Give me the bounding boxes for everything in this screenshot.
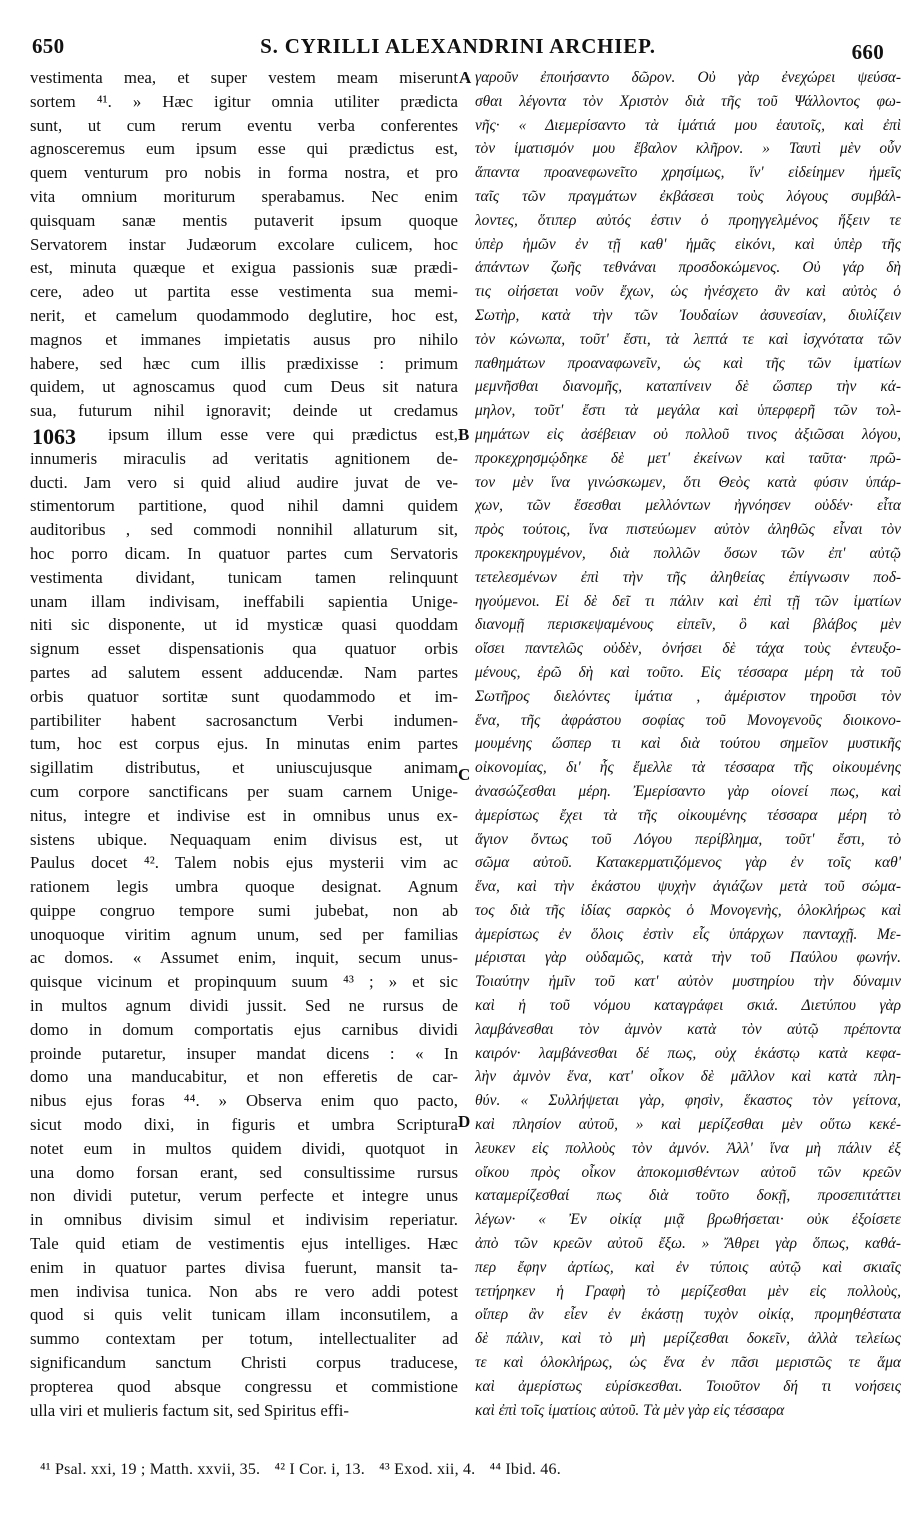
text-line: unoquoque viritim agnum unum, sed per familias xyxy=(30,924,458,944)
text-line: παθημάτων προαναφωνεῖν, ὡς καὶ τῆς τῶν ἱματίων xyxy=(475,354,901,372)
text-line: sunt, ut cum rerum eventu verba conferentes xyxy=(30,115,458,135)
text-line: quisque vicinum et propinquum suum ⁴³ ; » et sic xyxy=(30,972,458,992)
text-line: notet eum in multos quidem dividi, quotquot in xyxy=(30,1138,458,1158)
text-line: πρὸς τούτοις, ἵνα πιστεύωμεν αὐτὸν ἀληθῶς εἶναι τὸν xyxy=(475,521,901,539)
text-line: innumeris miraculis ad veritatis agnitionem de- xyxy=(30,448,458,468)
text-line: μεμνῆσθαι διανομῆς, καταπίνειν δὲ ὥσπερ τὴν κά- xyxy=(475,378,901,396)
column-number: 1063 xyxy=(32,424,76,449)
footnote: ⁴³ Exod. xii, 4. xyxy=(379,1461,476,1478)
margin-marker-a: A xyxy=(459,68,472,87)
text-line: καὶ πλησίον αὐτοῦ, » καὶ μερίζεσθαι μὲν οὕτω κεκέ- xyxy=(475,1116,901,1134)
text-line: ac domos. « Assumet enim, inquit, secum unus- xyxy=(30,948,458,968)
text-line: γαροῦν ἐποιήσαντο δῶρον. Οὐ γὰρ ἐνεχώρει ψεύσα- xyxy=(475,69,901,86)
text-line: habere, sed hæc cum illis prædixisse : primum xyxy=(30,353,458,373)
text-line: partibiliter habent sacrosanctum Verbi indumen- xyxy=(30,710,458,730)
text-line: ηγούμενοι. Εἰ δὲ δεῖ τι πάλιν καὶ ἐπὶ τῇ τῶν ἱματίων xyxy=(475,592,901,610)
text-line: οἴκου πρὸς οἶκον ἀποκομισθέντων αὐτοῦ τῶν κρεῶν xyxy=(475,1163,901,1181)
text-line: in multos agnum dividi jussit. Sed ne rursus de xyxy=(30,996,458,1016)
text-line: quidem, ut agnoscamus quod cum Deus sit natura xyxy=(30,377,458,397)
text-line: ἀμερίστως ἔχει τὰ τῆς οἰκουμένης τέσσαρα μέρη τὸ xyxy=(475,806,901,824)
text-line: λαμβάνεσθαι τὸν ἀμνὸν κατὰ τὸν αὐτῷ πρέποντα xyxy=(475,1020,901,1038)
text-line: σθαι λέγοντα τὸν Χριστὸν διὰ τῆς τοῦ Ψάλλοντος φω- xyxy=(475,92,901,110)
running-title: S. CYRILLI ALEXANDRINI ARCHIEP. xyxy=(260,34,656,58)
text-line: καταμερίζεσθαί πως διὰ τοῦτο δοκῇ, προσεπιτάττει xyxy=(475,1187,901,1205)
text-line: σῶμα αὐτοῦ. Κατακερματιζόμενος γὰρ ἐν τοῖς καθ' xyxy=(475,854,901,872)
text-line: quisquam sanæ mentis putaverit ipsum quoque xyxy=(30,210,458,230)
page-number-left: 650 xyxy=(32,34,65,58)
text-line: ἅγιον ὄντως τοῦ Λόγου περίβλημα, τοῦτ' ἔστι, τὸ xyxy=(475,830,901,848)
text-line: enim in quatuor partes divisa fuerunt, mansit ta- xyxy=(30,1257,458,1277)
running-header xyxy=(32,34,884,64)
text-line: λευκεν εἰς πολλοὺς τὸν ἀμνόν. Ἀλλ' ἵνα μὴ πάλιν ἐξ xyxy=(475,1139,901,1157)
text-line: ἀμερίστως ἐν ὅλοις ἐστὶν εἷς ὑπάρχων πανταχῇ. Με- xyxy=(475,925,901,943)
text-line: est, minuta quæque et exigua passionis suæ prædi- xyxy=(30,258,458,278)
text-line: ipsum illum esse vere qui prædictus est, xyxy=(108,424,458,444)
text-line: μηλον, τοῦτ' ἔστι τὰ μεγάλα καὶ ὑπερφερῆ τῶν τολ- xyxy=(475,402,901,420)
text-line: cum corpore sanctificans per suam carnem Unige- xyxy=(30,781,458,801)
text-line: Tale quid etiam de vestimentis ejus intelliges. Hæc xyxy=(30,1234,458,1254)
text-line: sistens ubique. Nequaquam enim divisus est, ut xyxy=(30,829,458,849)
text-line: partes ad salutem essent adducendæ. Nam partes xyxy=(30,662,458,682)
margin-marker-d: D xyxy=(458,1112,471,1131)
text-line: χων, τῶν ἔσεσθαι μελλόντων ἠγνόησεν οὐδέν· εἶτα xyxy=(475,497,901,515)
margin-marker-b: B xyxy=(458,425,470,444)
text-line: in omnibus divisim simul et indivisim reperiatur. xyxy=(30,1210,458,1230)
text-line: una domo forsan erant, sed consultissime rursus xyxy=(30,1162,458,1182)
text-line: quod si quis velit tunicam illam inconsutilem, a xyxy=(30,1305,458,1325)
text-line: καὶ ἐπὶ τοῖς ἱματίοις αὐτοῦ. Τὰ μὲν γὰρ εἰς τέσσαρα xyxy=(475,1401,785,1419)
text-line: nitus, integre et indivise est in omnibus unus ex- xyxy=(30,805,458,825)
text-line: Σωτῆρος διελόντες ἱμάτια , ἀμέριστον τηροῦσι τὸν xyxy=(475,687,901,705)
text-line: non dividi putetur, verum perfecte et integre unus xyxy=(30,1186,458,1206)
text-line: ἕνα, τῆς ἀφράστου σοφίας τοῦ Μονογενοῦς διοικονο- xyxy=(475,711,901,729)
text-line: λοντες, ὅτιπερ αὐτός ἐστιν ὁ προηγγελμένος ἥξειν τε xyxy=(475,211,901,229)
text-line: οἰκονομίας, δι' ἧς ἔμελλε τὰ τέσσαρα τῆς οἰκουμένης xyxy=(475,759,901,777)
text-line: Paulus docet ⁴². Talem nobis ejus mysterii vim ac xyxy=(30,853,458,873)
text-line: rationem legis umbra quoque designat. Agnum xyxy=(30,877,458,897)
latin-column xyxy=(30,66,458,1422)
text-line: ducti. Jam vero si quid aliud audire juvat de ve- xyxy=(30,472,458,492)
text-line: sigillatim distributus, et uniuscujusque animam xyxy=(30,758,458,778)
text-line: τις οἰήσεται νοῦν ἔχων, ὡς ἠνέσχετο ἂν καὶ αὐτὸς ὁ xyxy=(475,283,901,301)
text-line: quippe congruo tempore sumi jubebat, non ab xyxy=(30,900,458,920)
text-line: orbis quatuor sortitæ sunt quodammodo et im- xyxy=(30,686,458,706)
text-line: vestimenta dividant, tunicam tamen relinquunt xyxy=(30,567,458,587)
text-line: niti sic disponente, ut id mysticæ quasi quoddam xyxy=(30,615,458,635)
footnote: ⁴¹ Psal. xxi, 19 ; Matth. xxvii, 35. xyxy=(40,1461,261,1478)
text-line: tum, hoc est corpus ejus. In minutas enim partes xyxy=(30,734,458,754)
text-line: δὲ πάλιν, καὶ τὸ μὴ μερίζεσθαι δοκεῖν, ἀλλὰ τελείως xyxy=(475,1330,901,1348)
text-line: τὸν ἱματισμόν μου ἔβαλον κλῆρον. » Ταυτὶ μὲν οὖν xyxy=(475,140,901,158)
text-line: περ ἔφην ἀρτίως, καὶ ἐν τύποις αὐτῷ καὶ σκιαῖς xyxy=(475,1258,901,1276)
text-line: τος διὰ τῆς ἰδίας σαρκὸς ὁ Μονογενὴς, ὁλοκλήρως καὶ xyxy=(475,901,901,919)
text-line: quem venturum pro nobis in forma nostra, et pro xyxy=(30,163,458,183)
text-line: auditoribus , sed commodi nonnihil allaturum sit, xyxy=(30,520,458,540)
text-line: θύν. « Συλλήψεται γὰρ, φησὶν, ἕκαστος τὸν γείτονα, xyxy=(475,1092,901,1110)
text-line: μένους, ἐρῶ δὴ καὶ τοῦτο. Εἰς τέσσαρα μέρη τὰ τοῦ xyxy=(475,663,901,681)
text-line: summo contextam per totum, intellectualiter ad xyxy=(30,1329,458,1349)
text-line: ἀνασώζεσθαι μέρη. Ἐμερίσαντο γὰρ οἱονεί πως, καὶ xyxy=(475,782,901,800)
text-line: nerit, et camelum quodammodo deglutire, hoc est, xyxy=(30,305,458,325)
text-line: προκεκηρυγμένον, διὰ πολλῶν ὅσων τῶν ἐπ' αὐτῷ xyxy=(475,544,901,562)
text-line: οἴσει παντελῶς οὐδὲν, ὀνήσει δὲ τάχα τοὺς ἐντευξο- xyxy=(475,640,901,658)
text-line: ἁπάντων ζωῆς τεθνάναι προσδοκώμενος. Οὐ γάρ δὴ xyxy=(475,259,901,277)
text-line: Σωτὴρ, κατὰ τὴν τῶν Ἰουδαίων ἀσυνεσίαν, διυλίζειν xyxy=(475,306,901,324)
text-line: proinde putaretur, insuper mandat dicens : « In xyxy=(30,1043,458,1063)
text-line: unam illam indivisam, ineffabili sapientia Unige- xyxy=(30,591,458,611)
text-line: μέρισται γὰρ οὐδαμῶς, κατὰ τὴν τοῦ Παύλου φωνήν. xyxy=(475,949,901,967)
text-line: καὶ ἡ τοῦ νόμου καταγράφει σκιά. Διετύπου γὰρ xyxy=(475,997,901,1015)
text-line: διανομῇ περισκεψαμένους εἰπεῖν, ὃ καὶ βλάβος μὲν xyxy=(475,616,901,634)
text-line: λὴν ἀμνὸν ἕνα, κατ' οἶκον δὲ μᾶλλον καὶ κατὰ πλη- xyxy=(475,1068,901,1086)
text-line: μουμένης ὥσπερ τι καὶ διὰ τούτου σημεῖον μυστικῆς xyxy=(475,735,901,753)
text-line: ἕνα, καὶ τὴν ἑκάστου ψυχὴν ἁγιάζων μετὰ τοῦ σώμα- xyxy=(475,878,901,896)
text-line: sicut modo dixi, in figuris et umbra Scriptura xyxy=(30,1115,458,1135)
text-line: ἀπὸ τῶν κρεῶν αὐτοῦ ἔξω. » Ἄθρει γὰρ ὅπως, καθά- xyxy=(475,1235,901,1253)
greek-column xyxy=(475,66,901,1422)
footnote: ⁴⁴ Ibid. 46. xyxy=(489,1461,561,1478)
text-line: agnosceremus eum ipsum esse qui prædictus est, xyxy=(30,139,458,159)
text-line: cere, adeo ut partita esse vestimenta sua memi- xyxy=(30,282,458,302)
text-line: sortem ⁴¹. » Hæc igitur omnia utiliter prædicta xyxy=(30,91,458,111)
text-line: significandum sanctum Christi corpus traducese, xyxy=(30,1353,458,1373)
text-line: propterea quod absque congressu et commistione xyxy=(30,1376,458,1396)
text-line: ulla viri et mulieris factum sit, sed Spiritus effi- xyxy=(30,1400,349,1420)
footnotes xyxy=(40,1461,900,1479)
text-line: τετήρηκεν ἡ Γραφὴ τὸ μερίζεσθαι μὲν εἰς πολλοὺς, xyxy=(475,1282,901,1300)
text-line: νῆς· « Διεμερίσαντο τὰ ἱμάτιά μου ἑαυτοῖς, καὶ ἐπὶ xyxy=(475,116,901,134)
text-line: magnos et immanes impietatis ausus pro nihilo xyxy=(30,329,458,349)
text-line: hoc porro dicam. In quatuor partes cum Servatoris xyxy=(30,543,458,563)
text-line: men indivisa tunica. Non abs re vero addi potest xyxy=(30,1281,458,1301)
text-line: Servatorem instar Judæorum excolare culicem, hoc xyxy=(30,234,458,254)
text-line: vestimenta mea, et super vestem meam miserunt xyxy=(30,68,458,87)
text-line: ταῖς τῶν πραγμάτων ἐκβάσεσι τοὺς λόγους συμβάλ- xyxy=(475,187,901,205)
text-line: τετελεσμένων ἐπὶ τὴν τῆς ἀληθείας ἐπίγνωσιν ποδ- xyxy=(475,568,901,586)
text-line: τον μὲν ἵνα γινώσκωμεν, ὅτι Θεὸς κατὰ φύσιν ὑπάρ- xyxy=(475,473,901,491)
text-line: nibus ejus foras ⁴⁴. » Observa enim quo pacto, xyxy=(30,1091,458,1111)
text-line: οἴπερ ἂν εἶεν ἐν ἑκάστῃ τυχὸν οἰκίᾳ, προμηθέστατα xyxy=(475,1306,901,1324)
text-line: καιρόν· λαμβάνεσθαι δέ πως, οὐχ ἑκάστῳ κατὰ κεφα- xyxy=(475,1044,901,1062)
footnote: ⁴² I Cor. i, 13. xyxy=(274,1461,365,1478)
text-line: τε καὶ ὁλοκλήρως, ὡς ἕνα ἐν πᾶσι μεριστῶς τε ἅμα xyxy=(475,1354,901,1372)
page-number-right: 660 xyxy=(851,40,884,64)
text-line: μημάτων εἰς ἀσέβειαν οὐ πολλοῦ τινος ἀξιῶσαι λόγου, xyxy=(475,425,901,443)
margin-marker-c: C xyxy=(458,765,471,784)
text-line: sua, futurum nihil ignoravit; deinde ut credamus xyxy=(30,401,458,421)
text-line: προκεχρησμῴδηκε δὲ μετ' ἐκείνων καὶ ταῦτα· πρῶ- xyxy=(475,449,901,467)
text-line: λέγων· « Ἐν οἰκίᾳ μιᾷ βρωθήσεται· οὐκ ἐξοίσετε xyxy=(475,1211,901,1229)
text-line: stimentorum partitione, quod nihil damni quidem xyxy=(30,496,458,516)
text-line: καὶ ἀμερίστως εὑρίσκεσθαι. Τοιοῦτον δή τι νοήσεις xyxy=(475,1377,901,1395)
text-line: ὑπὲρ ἡμῶν ἐν τῇ καθ' ἡμᾶς εἰκόνι, καὶ ὑπὲρ τῆς xyxy=(475,235,901,253)
text-line: Τοιαύτην ἡμῖν τοῦ κατ' αὐτὸν μυστηρίου τὴν δύναμιν xyxy=(475,973,901,991)
text-line: τὸν κώνωπα, τοῦτ' ἔστι, τὰ λεπτά τε καὶ ἰσχνότατα τῶν xyxy=(475,330,901,348)
text-line: ἅπαντα προανεφωνεῖτο χρησίμως, ἵν' εἰδείημεν ἡμεῖς xyxy=(475,164,901,182)
text-line: domo una manducabitur, et non efferetis de car- xyxy=(30,1067,458,1087)
text-line: vita omnium moriturum sperabamus. Nec enim xyxy=(30,186,458,206)
text-line: domo in domum comportatis ejus carnibus dividi xyxy=(30,1019,458,1039)
text-line: signum esset dispensationis qua quatuor orbis xyxy=(30,639,458,659)
